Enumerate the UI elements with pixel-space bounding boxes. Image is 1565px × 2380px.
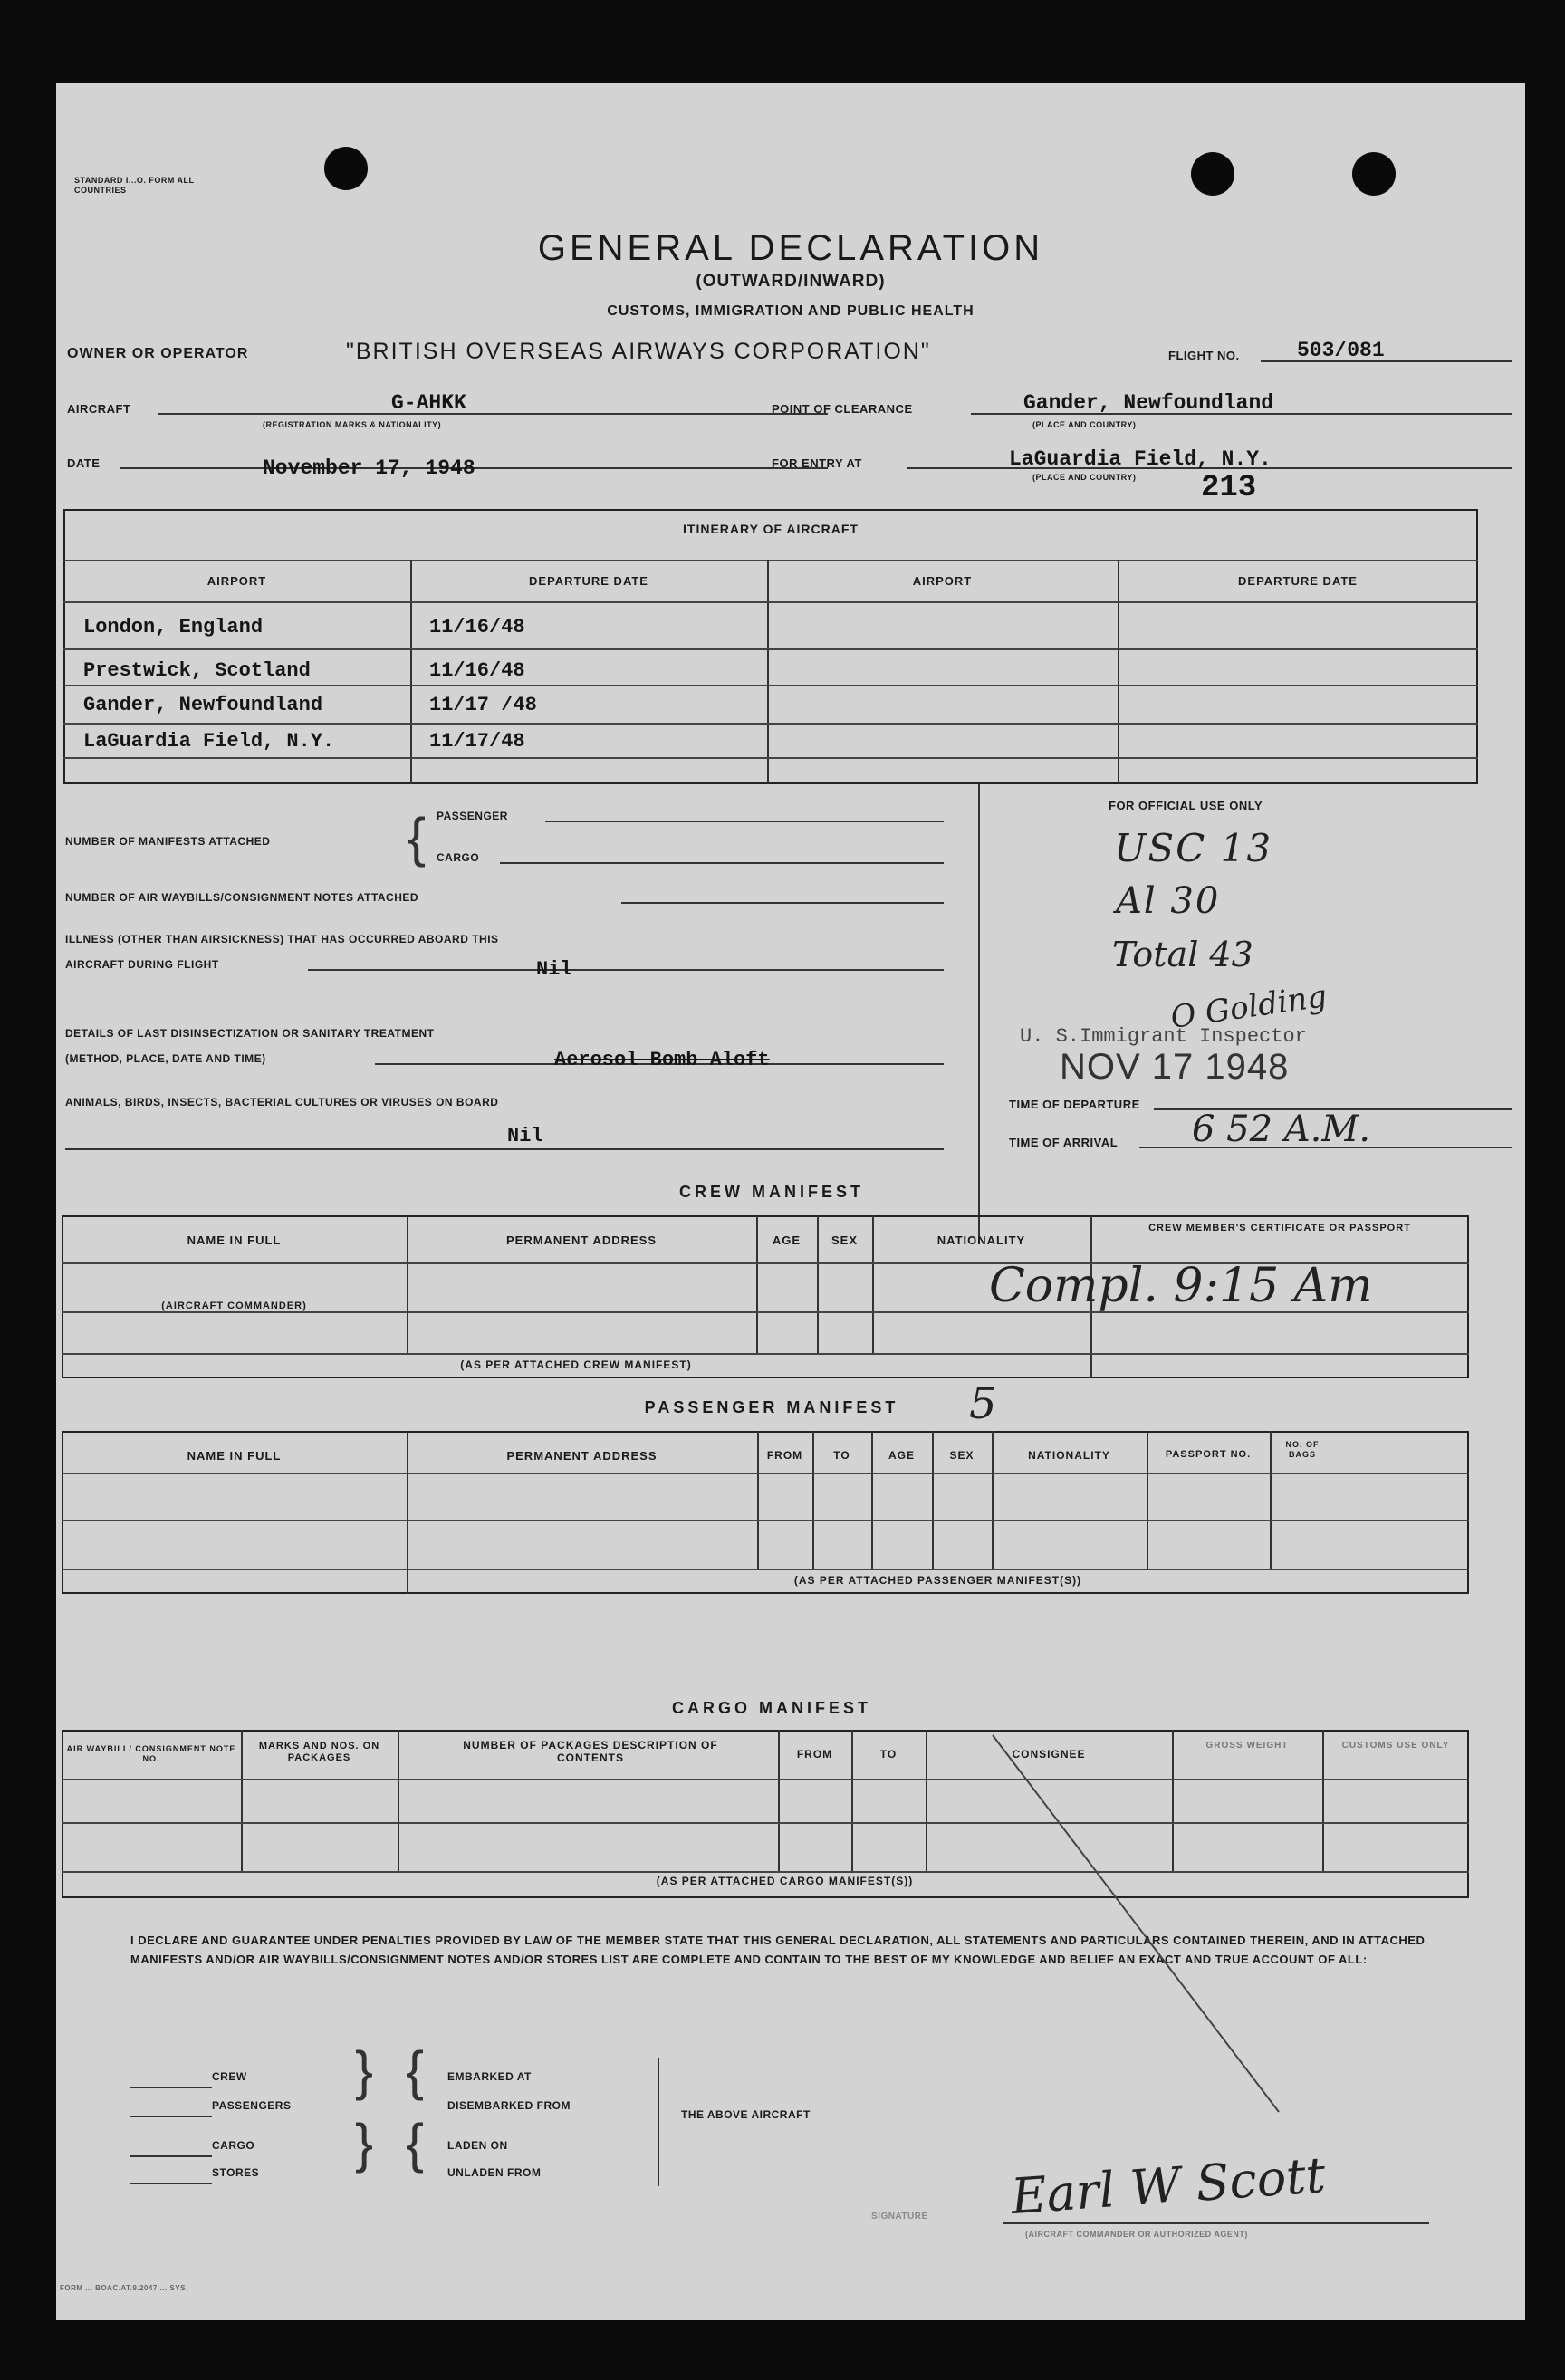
animals-value: Nil [507, 1125, 543, 1147]
crew-blank [130, 2087, 212, 2088]
animals-label: ANIMALS, BIRDS, INSECTS, BACTERIAL CULTURES OR VIRUSES ON BOARD [65, 1096, 499, 1108]
passenger-label: PASSENGER [437, 810, 508, 822]
cargo-header-from: FROM [796, 1748, 833, 1761]
crew-commander-label: (AIRCRAFT COMMANDER) [161, 1300, 307, 1311]
itinerary-col-1 [410, 560, 412, 784]
flight-value: 503/081 [1297, 339, 1385, 362]
itinerary-airport: London, England [83, 616, 264, 638]
manifests-brace: { [408, 807, 427, 868]
official-usc: USC 13 [1114, 826, 1273, 870]
entry-value: LaGuardia Field, N.Y. [1009, 447, 1272, 471]
itinerary-airport: Prestwick, Scotland [83, 659, 311, 682]
cargo-header-weight: GROSS WEIGHT [1205, 1741, 1289, 1751]
entry-sub: (PLACE AND COUNTRY) [1032, 473, 1137, 482]
arrival-label: TIME OF ARRIVAL [1009, 1136, 1119, 1149]
page-number: 213 [1201, 471, 1257, 505]
signature-label: SIGNATURE [871, 2212, 928, 2222]
declaration-laden: LADEN ON [447, 2139, 508, 2152]
crew-header-nationality: NATIONALITY [936, 1233, 1026, 1247]
clearance-value: Gander, Newfoundland [1023, 391, 1274, 415]
declaration-disembarked: DISEMBARKED FROM [447, 2099, 571, 2112]
passenger-header-bags: NO. OF BAGS [1285, 1440, 1320, 1459]
passenger-header-sex: SEX [949, 1449, 975, 1462]
cargo-header-waybill: AIR WAYBILL/ CONSIGNMENT NOTE NO. [66, 1744, 236, 1763]
itinerary-header-airport-2: AIRPORT [912, 574, 973, 588]
clearance-label: POINT OF CLEARANCE [772, 402, 913, 416]
commander-signature: Earl W Scott [1009, 2145, 1328, 2226]
aircraft-value: G-AHKK [391, 391, 466, 415]
aircraft-line [158, 413, 828, 415]
itinerary-header-airport: AIRPORT [206, 574, 267, 588]
itinerary-date: 11/17/48 [429, 730, 525, 753]
stores-blank [130, 2183, 212, 2184]
cargo-blank [130, 2155, 212, 2157]
itinerary-header-date-2: DEPARTURE DATE [1238, 574, 1358, 588]
itin-row-rule-1 [63, 648, 1478, 650]
itinerary-col-2 [767, 560, 769, 784]
passengers-blank [130, 2116, 212, 2117]
passenger-header-to: TO [833, 1449, 850, 1462]
itinerary-header-date: DEPARTURE DATE [529, 574, 648, 588]
corner-label: STANDARD I...O. FORM ALL COUNTRIES [74, 176, 195, 195]
page-subtitle: (OUTWARD/INWARD) [696, 272, 886, 291]
official-total: Total 43 [1112, 935, 1253, 974]
illness-label-1: ILLNESS (OTHER THAN AIRSICKNESS) THAT HAS OCCURRED ABOARD THIS [65, 933, 499, 945]
declaration-cargo: CARGO [212, 2139, 255, 2152]
flight-label: FLIGHT NO. [1168, 349, 1240, 362]
cargo-label: CARGO [437, 851, 480, 864]
cargo-line [500, 862, 944, 864]
illness-line [308, 969, 944, 971]
pax-row-rule-3 [62, 1569, 1469, 1570]
illness-value: Nil [536, 958, 572, 981]
entry-label: FOR ENTRY AT [772, 456, 862, 470]
crew-note: (AS PER ATTACHED CREW MANIFEST) [460, 1358, 692, 1371]
aircraft-label: AIRCRAFT [67, 402, 131, 416]
itinerary-date: 11/16/48 [429, 659, 525, 682]
declaration-unladen: UNLADEN FROM [447, 2166, 542, 2179]
pax-row-rule-1 [62, 1473, 1469, 1474]
passenger-count: 5 [969, 1378, 997, 1429]
date-label: DATE [67, 456, 101, 470]
page-title: GENERAL DECLARATION [537, 228, 1044, 268]
declaration-text: I DECLARE AND GUARANTEE UNDER PENALTIES PROVIDED BY LAW OF THE MEMBER STATE THAT THIS GENERAL DECLARATION, ALL STATEMENTS AND PARTICULARS CONTAINED THEREIN, AND IN ATTACHED MANIFESTS AND/OR AIR WAYBILLS/CONSIGNMENT NOTES AND/OR STORES LIST ARE COMPLETE AND CONTAIN TO THE BEST OF MY KNOWLEDGE AND BELIEF AN EXACT AND TRUE ACCOUNT OF ALL: [130, 1934, 1426, 1966]
itin-row-rule-4 [63, 757, 1478, 759]
cargo-title: CARGO MANIFEST [672, 1699, 871, 1717]
itinerary-date: 11/16/48 [429, 616, 525, 638]
passenger-title: PASSENGER MANIFEST [644, 1398, 899, 1416]
waybills-line [621, 902, 944, 904]
arrival-value: 6 52 A.M. [1192, 1108, 1371, 1150]
passenger-header-from: FROM [766, 1449, 803, 1462]
crew-header-certificate: CREW MEMBER'S CERTIFICATE OR PASSPORT [1148, 1223, 1411, 1233]
disinsect-label-1: DETAILS OF LAST DISINSECTIZATION OR SANITARY TREATMENT [65, 1027, 435, 1040]
pax-col-8 [1270, 1431, 1272, 1569]
departure-label: TIME OF DEPARTURE [1009, 1098, 1140, 1111]
stray-pen-mark [989, 1732, 1288, 2121]
animals-line [65, 1148, 944, 1150]
declaration-passengers: PASSENGERS [212, 2099, 292, 2112]
declaration-embarked: EMBARKED AT [447, 2070, 532, 2083]
flight-line [1261, 360, 1512, 362]
aircraft-sub: (REGISTRATION MARKS & NATIONALITY) [263, 420, 442, 429]
passenger-note: (AS PER ATTACHED PASSENGER MANIFEST(S)) [793, 1574, 1082, 1587]
cargo-header-to: TO [879, 1748, 898, 1761]
crew-title: CREW MANIFEST [679, 1183, 864, 1201]
inspector-signature: O Golding [1168, 978, 1330, 1036]
passenger-header-address: PERMANENT ADDRESS [506, 1449, 658, 1463]
waybills-label: NUMBER OF AIR WAYBILLS/CONSIGNMENT NOTES ATTACHED [65, 891, 419, 904]
declaration-above-aircraft: THE ABOVE AIRCRAFT [681, 2108, 811, 2121]
itinerary-col-3 [1118, 560, 1119, 784]
itinerary-date: 11/17 /48 [429, 694, 537, 716]
punch-hole-left [324, 147, 368, 190]
passenger-header-nationality: NATIONALITY [1028, 1449, 1110, 1462]
date-value: November 17, 1948 [263, 456, 475, 480]
punch-hole-right-2 [1352, 152, 1396, 196]
owner-value: "BRITISH OVERSEAS AIRWAYS CORPORATION" [346, 339, 931, 364]
itinerary-header-rule [63, 601, 1478, 603]
signature-line [1003, 2222, 1429, 2224]
crew-header-address: PERMANENT ADDRESS [505, 1233, 658, 1247]
brace-4: { [406, 2113, 425, 2174]
brace-1: } [355, 2040, 374, 2101]
declaration-sheet [56, 83, 1525, 2320]
disinsect-value: Aerosol Bomb Aloft [554, 1049, 770, 1071]
passenger-header-passport: PASSPORT NO. [1165, 1449, 1252, 1460]
cargo-note: (AS PER ATTACHED CARGO MANIFEST(S)) [656, 1875, 914, 1887]
pax-row-rule-2 [62, 1520, 1469, 1521]
cargo-col-7 [1322, 1730, 1324, 1871]
manifests-label: NUMBER OF MANIFESTS ATTACHED [65, 835, 271, 848]
owner-label: OWNER OR OPERATOR [67, 346, 249, 361]
itinerary-airport: LaGuardia Field, N.Y. [83, 730, 335, 753]
crew-header-age: AGE [772, 1233, 802, 1247]
declaration-crew: CREW [212, 2070, 247, 2083]
itinerary-title: ITINERARY OF AIRCRAFT [683, 522, 859, 536]
official-title: FOR OFFICIAL USE ONLY [1109, 799, 1263, 812]
cargo-header-packages: NUMBER OF PACKAGES DESCRIPTION OF CONTENTS [463, 1739, 718, 1764]
cargo-col-2 [398, 1730, 399, 1871]
stamp-date: NOV 17 1948 [1060, 1047, 1290, 1087]
stamp-line: U. S.Immigrant Inspector [1020, 1025, 1307, 1048]
clearance-sub: (PLACE AND COUNTRY) [1032, 420, 1137, 429]
cargo-header-marks: MARKS AND NOS. ON PACKAGES [258, 1741, 380, 1763]
crew-header-sex: SEX [831, 1233, 858, 1247]
cargo-header-consignee: CONSIGNEE [1012, 1748, 1086, 1761]
crew-row-rule-3 [62, 1353, 1469, 1355]
page-subtitle-2: CUSTOMS, IMMIGRATION AND PUBLIC HEALTH [607, 303, 975, 319]
itin-row-rule-2 [63, 685, 1478, 686]
passenger-header-name: NAME IN FULL [187, 1449, 282, 1463]
declaration-divider [658, 2058, 659, 2186]
declaration-stores: STORES [212, 2166, 260, 2179]
itinerary-rule [63, 560, 1478, 561]
itin-row-rule-3 [63, 723, 1478, 725]
itinerary-airport: Gander, Newfoundland [83, 694, 323, 716]
illness-label-2: AIRCRAFT DURING FLIGHT [65, 958, 219, 971]
passenger-line [545, 821, 944, 822]
crew-header-name: NAME IN FULL [187, 1233, 282, 1247]
crew-handwritten: Compl. 9:15 Am [989, 1259, 1373, 1313]
signature-sub: (AIRCRAFT COMMANDER OR AUTHORIZED AGENT) [1025, 2230, 1248, 2239]
passenger-header-age: AGE [888, 1449, 915, 1462]
punch-hole-right-1 [1191, 152, 1234, 196]
brace-2: { [406, 2040, 425, 2101]
official-al: Al 30 [1116, 880, 1221, 922]
footer-label: FORM ... BOAC.AT.9.2047 ... SYS. [60, 2284, 188, 2292]
details-divider [978, 784, 980, 1244]
disinsect-label-2: (METHOD, PLACE, DATE AND TIME) [65, 1052, 266, 1065]
brace-3: } [355, 2113, 374, 2174]
cargo-header-customs: CUSTOMS USE ONLY [1341, 1741, 1450, 1751]
